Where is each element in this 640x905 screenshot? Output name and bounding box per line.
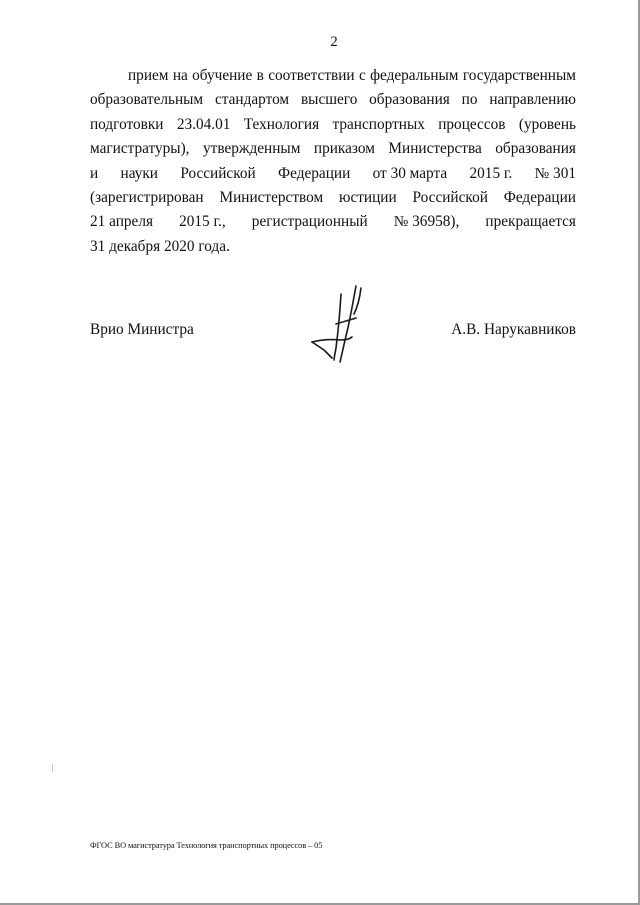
word: 2015 г.: [469, 164, 513, 182]
word: федеральным: [370, 67, 459, 84]
word: № 36958),: [393, 213, 460, 231]
word: транспортных: [332, 115, 425, 133]
word: 21 апреля: [90, 213, 154, 231]
signatory-name: А.В. Нарукавников: [451, 321, 576, 338]
word: 2015 г.,: [179, 213, 226, 231]
text-line: [90, 210, 576, 234]
text-line: [90, 64, 576, 88]
word: Федерации: [278, 164, 351, 182]
word: Министерства: [388, 140, 482, 158]
word: науки: [120, 164, 158, 182]
word: соответствии: [268, 67, 355, 84]
handwritten-signature: [306, 284, 368, 366]
word: (уровень: [518, 115, 576, 133]
word: прием: [128, 67, 169, 84]
text-line: [90, 186, 576, 210]
word: на: [172, 67, 188, 84]
word: высшего: [300, 91, 358, 109]
word: приказом: [313, 140, 375, 158]
word: Российской: [412, 188, 488, 206]
word: магистратуры),: [90, 140, 190, 158]
word: Технология: [243, 115, 320, 133]
word: направлению: [489, 91, 576, 109]
word: образования: [369, 91, 450, 109]
word: от 30 марта: [372, 164, 448, 182]
word: в: [256, 67, 264, 84]
word: № 301: [534, 164, 576, 182]
text-line: [90, 235, 576, 259]
word: по: [461, 91, 478, 109]
word: юстиции: [339, 188, 397, 206]
word: 23.04.01: [176, 115, 231, 133]
body-paragraph: [90, 64, 576, 259]
text-line: [90, 162, 576, 186]
text-line: [90, 137, 576, 161]
word: образовательным: [90, 91, 204, 109]
word: (зарегистрирован: [90, 188, 204, 206]
word: Российской: [180, 164, 256, 182]
text-line: [90, 88, 576, 112]
word: утвержденным: [203, 140, 301, 158]
word: образования: [495, 140, 576, 158]
word: регистрационный: [251, 213, 368, 231]
document-footer: ФГОС ВО магистратура Технология транспортных процессов – 05: [90, 841, 323, 850]
word: подготовки: [90, 115, 164, 133]
text-line: [90, 113, 576, 137]
word: процессов: [438, 115, 506, 133]
scan-mark: [52, 764, 53, 772]
signatory-title: Врио Министра: [90, 321, 194, 338]
word: стандартом: [214, 91, 290, 109]
word: прекращается: [485, 213, 576, 231]
word: с: [358, 67, 366, 84]
page-number: 2: [330, 34, 338, 50]
word: Федерации: [503, 188, 576, 206]
word: Министерством: [219, 188, 324, 206]
word: 31 декабря 2020 года.: [90, 237, 230, 255]
word: обучение: [192, 67, 253, 84]
word: и: [90, 164, 99, 182]
word: государственным: [462, 67, 576, 84]
